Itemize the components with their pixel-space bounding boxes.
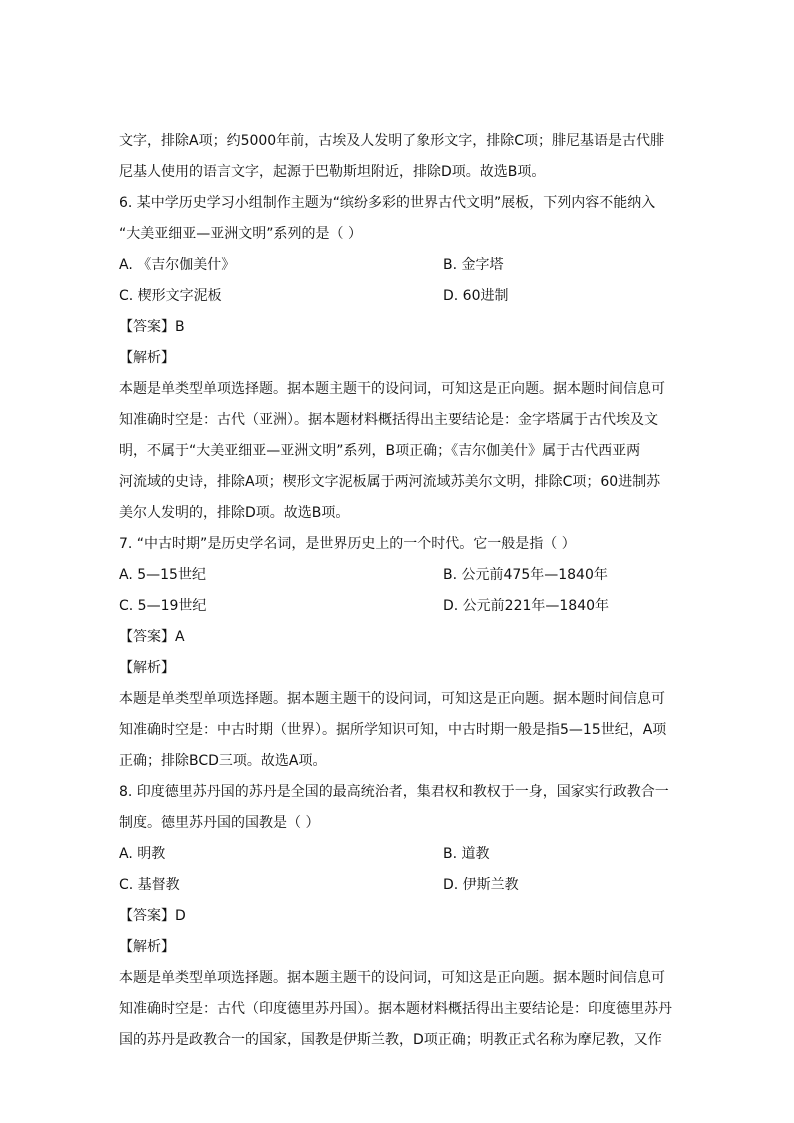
option-a: A. 明教 xyxy=(119,846,166,862)
question-stem: 8. 印度德里苏丹国的苏丹是全国的最高统治者，集君权和教权于一身，国家实行政教合一 xyxy=(119,784,669,800)
analysis-label: 【解析】 xyxy=(119,350,175,366)
option-d: D. 公元前221年—1840年 xyxy=(443,598,610,614)
analysis-line: 知准确时空是：古代（印度德里苏丹国）。据本题材料概括得出主要结论是：印度德里苏丹 xyxy=(119,1001,672,1017)
analysis-line: 本题是单类型单项选择题。据本题主题干的设问词，可知这是正向题。据本题时间信息可 xyxy=(119,691,665,707)
analysis-line: 正确；排除BCD三项。故选A项。 xyxy=(119,753,327,769)
text-line: 文字，排除A项；约5000年前，古埃及人发明了象形文字，排除C项；腓尼基语是古代腓 xyxy=(119,133,664,149)
analysis-line: 美尔人发明的，排除D项。故选B项。 xyxy=(119,505,350,521)
question-stem: 6. 某中学历史学习小组制作主题为“缤纷多彩的世界古代文明”展板，下列内容不能纳入 xyxy=(119,195,656,211)
options-row xyxy=(119,839,679,870)
option-b: B. 道教 xyxy=(443,846,490,862)
answer-line: 【答案】A xyxy=(119,629,185,645)
options-row xyxy=(119,560,679,591)
question-stem: 制度。德里苏丹国的国教是（ ） xyxy=(119,815,320,831)
options-row xyxy=(119,870,679,901)
intro-paragraph xyxy=(119,126,679,188)
question-7 xyxy=(119,529,679,777)
analysis-line: 知准确时空是：古代（亚洲）。据本题材料概括得出主要结论是：金字塔属于古代埃及文 xyxy=(119,412,658,428)
question-6 xyxy=(119,188,679,529)
option-c: C. 5—19世纪 xyxy=(119,598,207,614)
options-row xyxy=(119,250,679,281)
question-8 xyxy=(119,777,679,1056)
option-d: D. 60进制 xyxy=(443,288,509,304)
answer-line: 【答案】D xyxy=(119,908,186,924)
page-content xyxy=(119,126,679,1056)
analysis-line: 明，不属于“大美亚细亚—亚洲文明”系列，B项正确；《吉尔伽美什》属于古代西亚两 xyxy=(119,443,641,459)
option-c: C. 基督教 xyxy=(119,877,180,893)
options-row xyxy=(119,281,679,312)
option-c: C. 楔形文字泥板 xyxy=(119,288,222,304)
option-b: B. 金字塔 xyxy=(443,257,504,273)
analysis-line: 本题是单类型单项选择题。据本题主题干的设问词，可知这是正向题。据本题时间信息可 xyxy=(119,381,665,397)
option-a: A. 5—15世纪 xyxy=(119,567,206,583)
analysis-line: 本题是单类型单项选择题。据本题主题干的设问词，可知这是正向题。据本题时间信息可 xyxy=(119,970,665,986)
analysis-label: 【解析】 xyxy=(119,660,175,676)
analysis-line: 知准确时空是：中古时期（世界）。据所学知识可知，中古时期一般是指5—15世纪，A项 xyxy=(119,722,667,738)
options-row xyxy=(119,591,679,622)
text-line: 尼基人使用的语言文字，起源于巴勒斯坦附近，排除D项。故选B项。 xyxy=(119,164,546,180)
analysis-label: 【解析】 xyxy=(119,939,175,955)
option-a: A. 《吉尔伽美什》 xyxy=(119,257,236,273)
answer-line: 【答案】B xyxy=(119,319,185,335)
option-b: B. 公元前475年—1840年 xyxy=(443,567,608,583)
analysis-line: 河流域的史诗，排除A项；楔形文字泥板属于两河流域苏美尔文明，排除C项；60进制苏 xyxy=(119,474,661,490)
analysis-line: 国的苏丹是政教合一的国家，国教是伊斯兰教，D项正确；明教正式名称为摩尼教，又作 xyxy=(119,1032,662,1048)
option-d: D. 伊斯兰教 xyxy=(443,877,519,893)
question-stem: “大美亚细亚—亚洲文明”系列的是（ ） xyxy=(119,226,362,242)
question-stem: 7. “中古时期”是历史学名词，是世界历史上的一个时代。它一般是指（ ） xyxy=(119,536,576,552)
